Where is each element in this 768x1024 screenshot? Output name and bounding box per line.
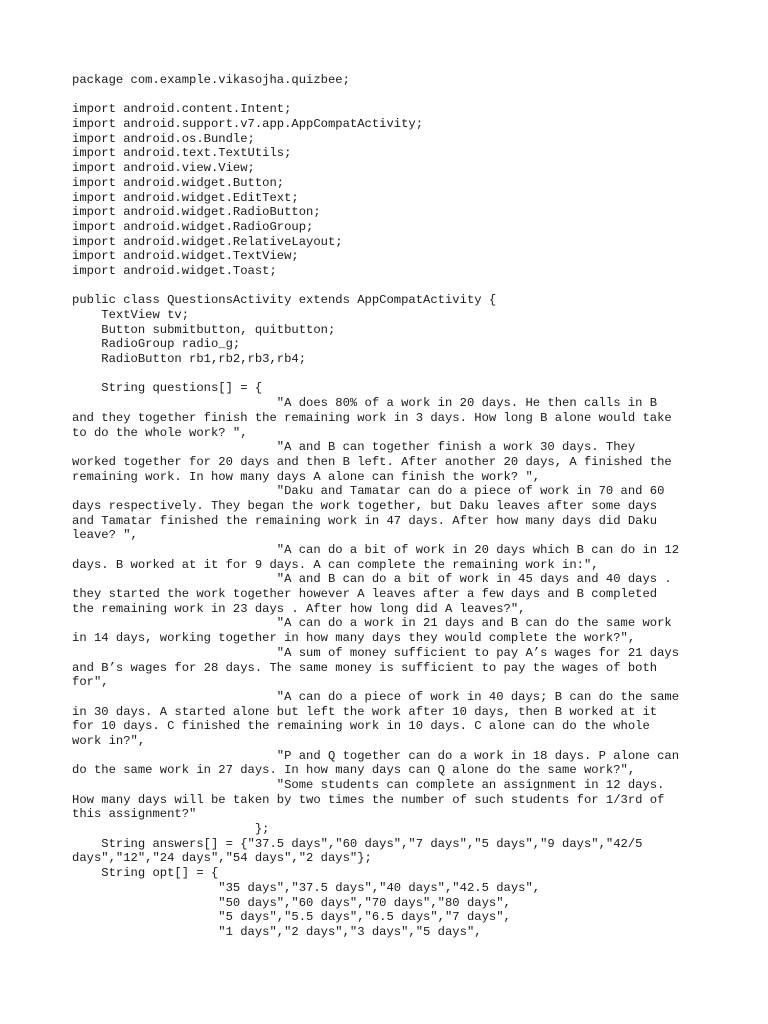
code-line: "A sum of money sufficient to pay A’s wages for 21 days [72,645,680,660]
code-line: "A and B can do a bit of work in 45 days and 40 days . [72,572,672,587]
code-line: RadioButton rb1,rb2,rb3,rb4; [72,352,307,367]
code-line: to do the whole work? ", [72,425,248,440]
code-line [72,367,712,382]
code-line: the remaining work in 23 days . After how long did A leaves?", [72,601,526,616]
code-line: "P and Q together can do a work in 18 days. P alone can [72,748,680,763]
code-line: TextView tv; [72,308,190,322]
code-line: import android.content.Intent; [72,102,292,117]
code-line: package com.example.vikasojha.quizbee; [72,73,350,87]
code-line: "Daku and Tamatar can do a piece of work in 70 and 60 [72,484,665,499]
code-line: in 14 days, working together in how many days they would complete the work?", [72,631,636,646]
code-line: }; [72,822,270,837]
code-line: days","12","24 days","54 days","2 days"}; [72,851,372,866]
code-line [72,279,712,294]
code-line: days respectively. They began the work together, but Daku leaves after some days [72,498,658,513]
code-line: public class QuestionsActivity extends AppCompatActivity { [72,293,497,308]
code-line: import android.widget.RelativeLayout; [72,234,343,249]
code-line: import android.os.Bundle; [72,131,255,146]
code-line: import android.widget.Button; [72,175,285,190]
code-line: "5 days","5.5 days","6.5 days","7 days", [72,910,511,925]
code-line: for 10 days. C finished the remaining work in 10 days. C alone can do the whole [72,719,650,734]
code-line: String opt[] = { [72,866,219,881]
code-line: "A does 80% of a work in 20 days. He then calls in B [72,396,658,411]
code-listing [72,73,712,940]
code-line: this assignment?" [72,807,197,822]
code-line: "Some students can complete an assignment in 12 days. [72,778,665,792]
code-line: import android.widget.RadioGroup; [72,219,314,234]
code-line: import android.widget.EditText; [72,190,299,205]
code-line: and B’s wages for 28 days. The same money is sufficient to pay the wages of both [72,660,658,675]
code-line: "35 days","37.5 days","40 days","42.5 days", [72,880,541,895]
code-line: String answers[] = {"37.5 days","60 days","7 days","5 days","9 days","42/5 [72,836,643,851]
code-line: import android.widget.RadioButton; [72,205,321,220]
code-line: "A and B can together finish a work 30 days. They [72,440,636,455]
code-line: "A can do a bit of work in 20 days which B can do in 12 [72,543,680,557]
code-line: How many days will be taken by two times the number of such students for 1/3rd of [72,792,665,807]
code-line: days. B worked at it for 9 days. A can complete the remaining work in:", [72,557,599,572]
code-line: String questions[] = { [72,381,263,396]
code-line: work in?", [72,733,146,748]
code-line: import android.widget.Toast; [72,263,277,278]
code-line: "1 days","2 days","3 days","5 days", [72,924,482,939]
code-line: and Tamatar finished the remaining work in 47 days. After how many days did Daku [72,513,658,528]
code-line: remaining work. In how many days A alone can finish the work? ", [72,469,541,484]
code-line: they started the work together however A leaves after a few days and B completed [72,587,658,602]
code-line: "A can do a work in 21 days and B can do the same work [72,616,672,631]
code-line: and they together finish the remaining work in 3 days. How long B alone would take [72,410,672,425]
code-line: "50 days","60 days","70 days","80 days", [72,895,511,910]
code-line: RadioGroup radio_g; [72,337,241,352]
code-line: do the same work in 27 days. In how many days can Q alone do the same work?", [72,763,636,778]
code-line: import android.text.TextUtils; [72,146,292,161]
code-line: leave? ", [72,528,138,543]
code-line: import android.view.View; [72,161,255,176]
code-line: for", [72,675,109,690]
code-line: Button submitbutton, quitbutton; [72,322,336,337]
code-line: import android.widget.TextView; [72,249,299,264]
code-line: worked together for 20 days and then B left. After another 20 days, A finished the [72,454,672,469]
code-line: import android.support.v7.app.AppCompatActivity; [72,117,424,132]
code-line [72,88,712,103]
code-line: "A can do a piece of work in 40 days; B can do the same [72,689,680,704]
code-line: in 30 days. A started alone but left the work after 10 days, then B worked at it [72,704,658,719]
